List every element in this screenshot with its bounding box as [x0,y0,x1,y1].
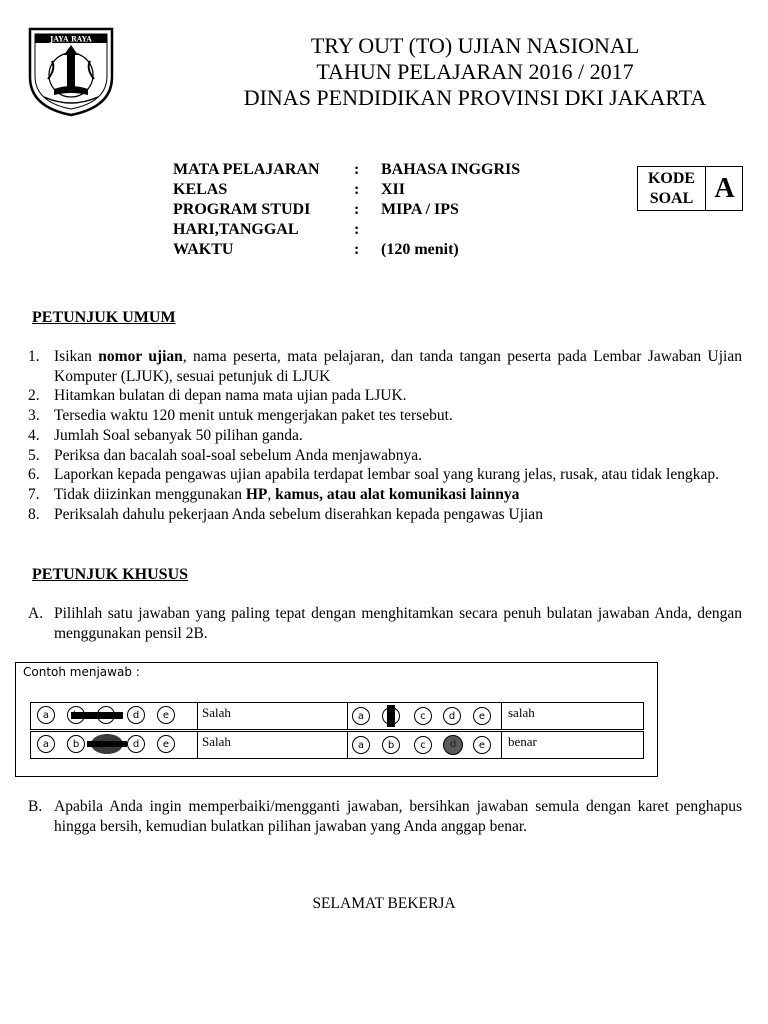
dki-jakarta-emblem [26,25,116,117]
section-title-khusus: PETUNJUK KHUSUS [32,566,189,583]
general-instructions-list [28,347,742,524]
example-row-1 [30,702,644,730]
item-text: Hitamkan bulatan di depan nama mata ujian pada LJUK. [54,387,407,405]
list-item [28,347,742,386]
list-item [28,797,742,836]
example-label-cell [501,703,644,729]
answer-bubble: a [352,736,370,754]
list-item [28,505,742,525]
answer-bubble: d [127,706,145,724]
item-number: 7. [28,485,40,503]
kode-label-line1: KODE [647,170,696,187]
example-label: Salah [202,734,231,749]
vertical-mark [387,705,395,727]
list-item [28,604,742,643]
list-item [28,465,742,485]
header-line-3: DINAS PENDIDIKAN PROVINSI DKI JAKARTA [243,85,707,110]
item-number: 5. [28,446,40,464]
item-bold-text: nomor ujian [98,348,183,365]
example-label: Salah [202,705,231,720]
example-label: benar [508,734,537,749]
answer-bubble: c [414,707,432,725]
info-value: BAHASA INGGRIS [381,161,521,178]
item-number: B. [28,798,43,815]
answer-example-box [15,662,658,777]
item-number: 1. [28,348,40,365]
example-label: salah [508,705,535,720]
list-item [28,426,742,446]
item-number: 3. [28,407,40,425]
kode-soal-box [637,166,743,211]
example-label-cell [197,732,348,758]
item-text: Pilihlah satu jawaban yang paling tepat dengan menghitamkan secara penuh bulatan jawaban Anda, dengan menggunakan pensil 2B. [54,605,742,642]
special-instruction-b [28,797,742,836]
list-item [28,485,742,505]
info-colon: : [354,201,360,218]
header-line-2: TAHUN PELAJARAN 2016 / 2017 [316,59,634,84]
item-text: Isikan [54,348,99,365]
item-text: , [267,485,276,503]
kode-label-line2: SOAL [649,190,694,207]
item-number: 2. [28,387,40,405]
item-text: Apabila Anda ingin memperbaiki/mengganti jawaban, bersihkan jawaban semula dengan karet penghapus hingga bersih, kemudian bulatkan pilihan jawaban yang Anda anggap benar. [54,798,742,835]
example-bubbles-wrong-2 [347,703,502,729]
answer-bubble: e [473,736,491,754]
horizontal-mark [71,712,123,719]
example-bubbles-wrong-1 [31,703,197,729]
item-text: Jumlah Soal sebanyak 50 pilihan ganda. [54,426,303,444]
info-label: PROGRAM STUDI [173,201,311,218]
answer-bubble: e [473,707,491,725]
answer-bubble: c [414,736,432,754]
example-bubbles-wrong-3 [31,732,197,758]
info-label: KELAS [173,181,228,198]
info-colon: : [354,241,360,258]
item-bold-text: kamus, atau alat komunikasi lainnya [275,485,520,503]
answer-bubble: d [443,707,461,725]
answer-bubble: d [127,735,145,753]
answer-bubble: a [37,735,55,753]
item-text: Laporkan kepada pengawas ujian apabila terdapat lembar soal yang kurang jelas, rusak, atau tidak lengkap. [54,466,719,484]
horizontal-mark [87,741,127,747]
info-value: MIPA / IPS [381,201,459,218]
answer-bubble: e [157,735,175,753]
info-value: XII [381,181,406,198]
info-colon: : [354,181,360,198]
example-bubbles-correct [347,732,502,758]
answer-bubble: b [382,736,400,754]
info-colon: : [354,221,360,238]
answer-bubble: e [157,706,175,724]
example-row-2 [30,731,644,759]
info-label: MATA PELAJARAN [173,161,320,178]
kode-soal-label [638,167,706,210]
item-text: Tersedia waktu 120 menit untuk mengerjakan paket tes tersebut. [54,407,453,425]
info-colon: : [354,161,360,178]
header-line-1: TRY OUT (TO) UJIAN NASIONAL [310,33,640,58]
example-title: Contoh menjawab : [23,665,140,679]
logo-banner-text: JAYA RAYA [50,34,92,44]
answer-bubble-filled: d [443,735,463,755]
info-value: (120 menit) [381,241,459,258]
item-number: 4. [28,426,40,444]
item-text: Periksa dan bacalah soal-soal sebelum Anda menjawabnya. [54,446,423,464]
special-instruction-a [28,604,742,643]
item-number: 8. [28,505,40,523]
info-label: HARI,TANGGAL [173,221,299,238]
item-text: Tidak diizinkan menggunakan [54,485,246,503]
answer-bubble: b [67,735,85,753]
item-bold-text: HP [245,485,268,503]
list-item [28,386,742,406]
section-title-umum: PETUNJUK UMUM [32,309,176,326]
info-label: WAKTU [173,241,234,258]
item-text: Periksalah dahulu pekerjaan Anda sebelum diserahkan kepada pengawas Ujian [54,505,543,523]
list-item [28,406,742,426]
item-number: A. [28,605,44,622]
closing-text: SELAMAT BEKERJA [312,895,456,912]
answer-bubble: a [37,706,55,724]
kode-soal-value: A [714,173,735,204]
example-label-cell [197,703,348,729]
list-item [28,446,742,466]
example-label-cell [501,732,644,758]
answer-bubble: a [352,707,370,725]
item-number: 6. [28,466,40,484]
item-text: , nama peserta, mata pelajaran, dan tanda tangan peserta pada Lembar Jawaban Ujian Komputer (LJUK), sesuai petunjuk di LJUK [54,348,742,385]
